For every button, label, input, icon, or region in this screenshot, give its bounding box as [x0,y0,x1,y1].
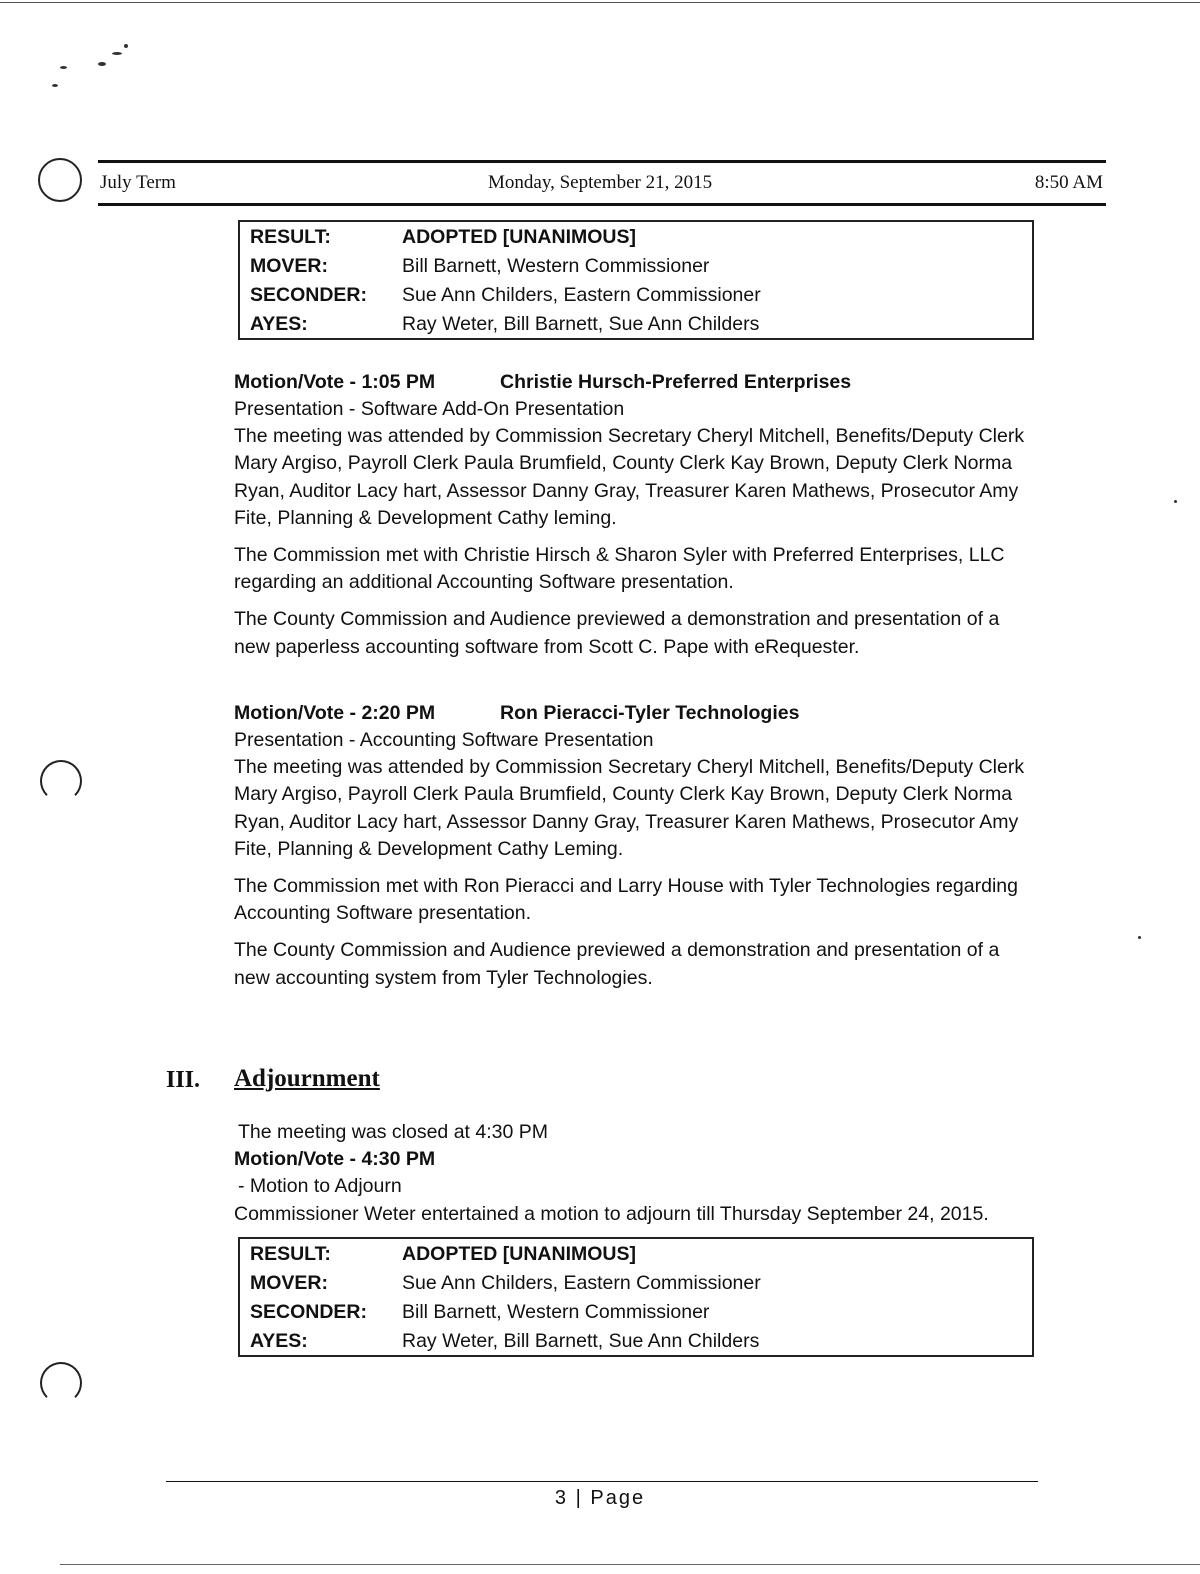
adjourn-motion-text: Commissioner Weter entertained a motion to adjourn till Thursday September 24, 2015. [234,1202,989,1225]
attendance-paragraph: The meeting was attended by Commission Secretary Cheryl Mitchell, Benefits/Deputy Clerk Mary Argiso, Payroll Clerk Paula Brumfield, County Clerk Kay Brown, Deputy Clerk Norma Ryan, Auditor Lacy hart, Assessor Danny Gray, Treasurer Karen Mathews, Prosecutor Amy Fite, Planning & Development Cathy leming. [234,425,1025,529]
seconder-value: Sue Ann Childers, Eastern Commissioner [402,284,761,306]
section-numeral: III. [166,1067,201,1093]
vote-row-ayes [240,1326,1032,1355]
motion-presenter: Christie Hursch-Preferred Enterprises [500,371,852,393]
ayes-value: Ray Weter, Bill Barnett, Sue Ann Childers [402,1330,760,1352]
header-time: 8:50 AM [1034,172,1103,193]
seconder-label: SECONDER: [250,284,368,306]
scan-top-edge [0,2,1200,3]
vote-row-result [240,1239,1032,1268]
result-value: ADOPTED [UNANIMOUS] [402,226,636,248]
motion-heading [234,369,1054,396]
demonstration-paragraph: The County Commission and Audience previewed a demonstration and presentation of a new accounting system from Tyler Technologies. [234,939,1000,989]
vote-result-table [238,220,1034,340]
result-value: ADOPTED [UNANIMOUS] [402,1243,636,1265]
motion-presenter: Ron Pieracci-Tyler Technologies [500,702,800,724]
adjourn-motion-item: - Motion to Adjourn [238,1175,402,1198]
vote-result-table [238,1237,1034,1357]
vote-row-seconder [240,280,1032,309]
closing-time-line: The meeting was closed at 4:30 PM [238,1121,548,1143]
vote-row-seconder [240,1297,1032,1326]
scan-speck [52,84,58,87]
meeting-paragraph: The Commission met with Ron Pieracci and Larry House with Tyler Technologies regarding Accounting Software presentation. [234,875,1018,925]
seconder-label: SECONDER: [250,1301,368,1323]
motion-label: Motion/Vote - 2:20 PM [234,702,436,724]
motion-section-1 [234,369,1054,661]
adjournment-body [234,1119,1054,1228]
mover-value: Sue Ann Childers, Eastern Commissioner [402,1272,761,1294]
result-label: RESULT: [250,1243,331,1265]
header-term: July Term [100,172,176,193]
presentation-line: Presentation - Accounting Software Presentation [234,729,654,751]
meeting-paragraph: The Commission met with Christie Hirsch & Sharon Syler with Preferred Enterprises, LLC regarding an additional Accounting Software presentation. [234,544,1005,594]
section-title-adjournment: Adjournment [234,1065,380,1092]
motion-label: Motion/Vote - 1:05 PM [234,371,436,393]
scan-speck [1138,936,1141,939]
attendance-paragraph: The meeting was attended by Commission Secretary Cheryl Mitchell, Benefits/Deputy Clerk Mary Argiso, Payroll Clerk Paula Brumfield, County Clerk Kay Brown, Deputy Clerk Norma Ryan, Auditor Lacy hart, Assessor Danny Gray, Treasurer Karen Mathews, Prosecutor Amy Fite, Planning & Development Cathy Leming. [234,756,1025,860]
ayes-value: Ray Weter, Bill Barnett, Sue Ann Childers [402,313,760,335]
result-label: RESULT: [250,226,331,248]
demonstration-paragraph: The County Commission and Audience previewed a demonstration and presentation of a new paperless accounting software from Scott C. Pape with eRequester. [234,608,1000,658]
scan-speck [98,62,106,66]
ayes-label: AYES: [250,1330,308,1352]
motion-section-2 [234,700,1054,992]
binder-hole-middle [40,760,82,802]
binder-hole-bottom [40,1362,82,1404]
mover-label: MOVER: [250,1272,328,1294]
presentation-line: Presentation - Software Add-On Presentation [234,398,625,420]
mover-value: Bill Barnett, Western Commissioner [402,255,710,277]
motion-heading [234,700,1054,727]
header-rule-bottom [98,203,1106,206]
seconder-value: Bill Barnett, Western Commissioner [402,1301,710,1323]
header-date: Monday, September 21, 2015 [488,172,713,193]
footer-rule [166,1481,1038,1482]
scan-bottom-edge [60,1564,1200,1565]
adjourn-motion-label: Motion/Vote - 4:30 PM [234,1148,436,1171]
scan-speck [124,44,128,48]
vote-row-ayes [240,309,1032,338]
scan-speck [112,52,122,55]
scan-speck [1174,500,1177,503]
vote-row-mover [240,1268,1032,1297]
binder-hole-top [38,158,82,202]
scan-speck [60,66,67,69]
vote-row-result [240,222,1032,251]
ayes-label: AYES: [250,313,308,335]
mover-label: MOVER: [250,255,328,277]
page-number: 3 | Page [554,1487,646,1509]
vote-row-mover [240,251,1032,280]
header-rule-top [98,160,1106,163]
